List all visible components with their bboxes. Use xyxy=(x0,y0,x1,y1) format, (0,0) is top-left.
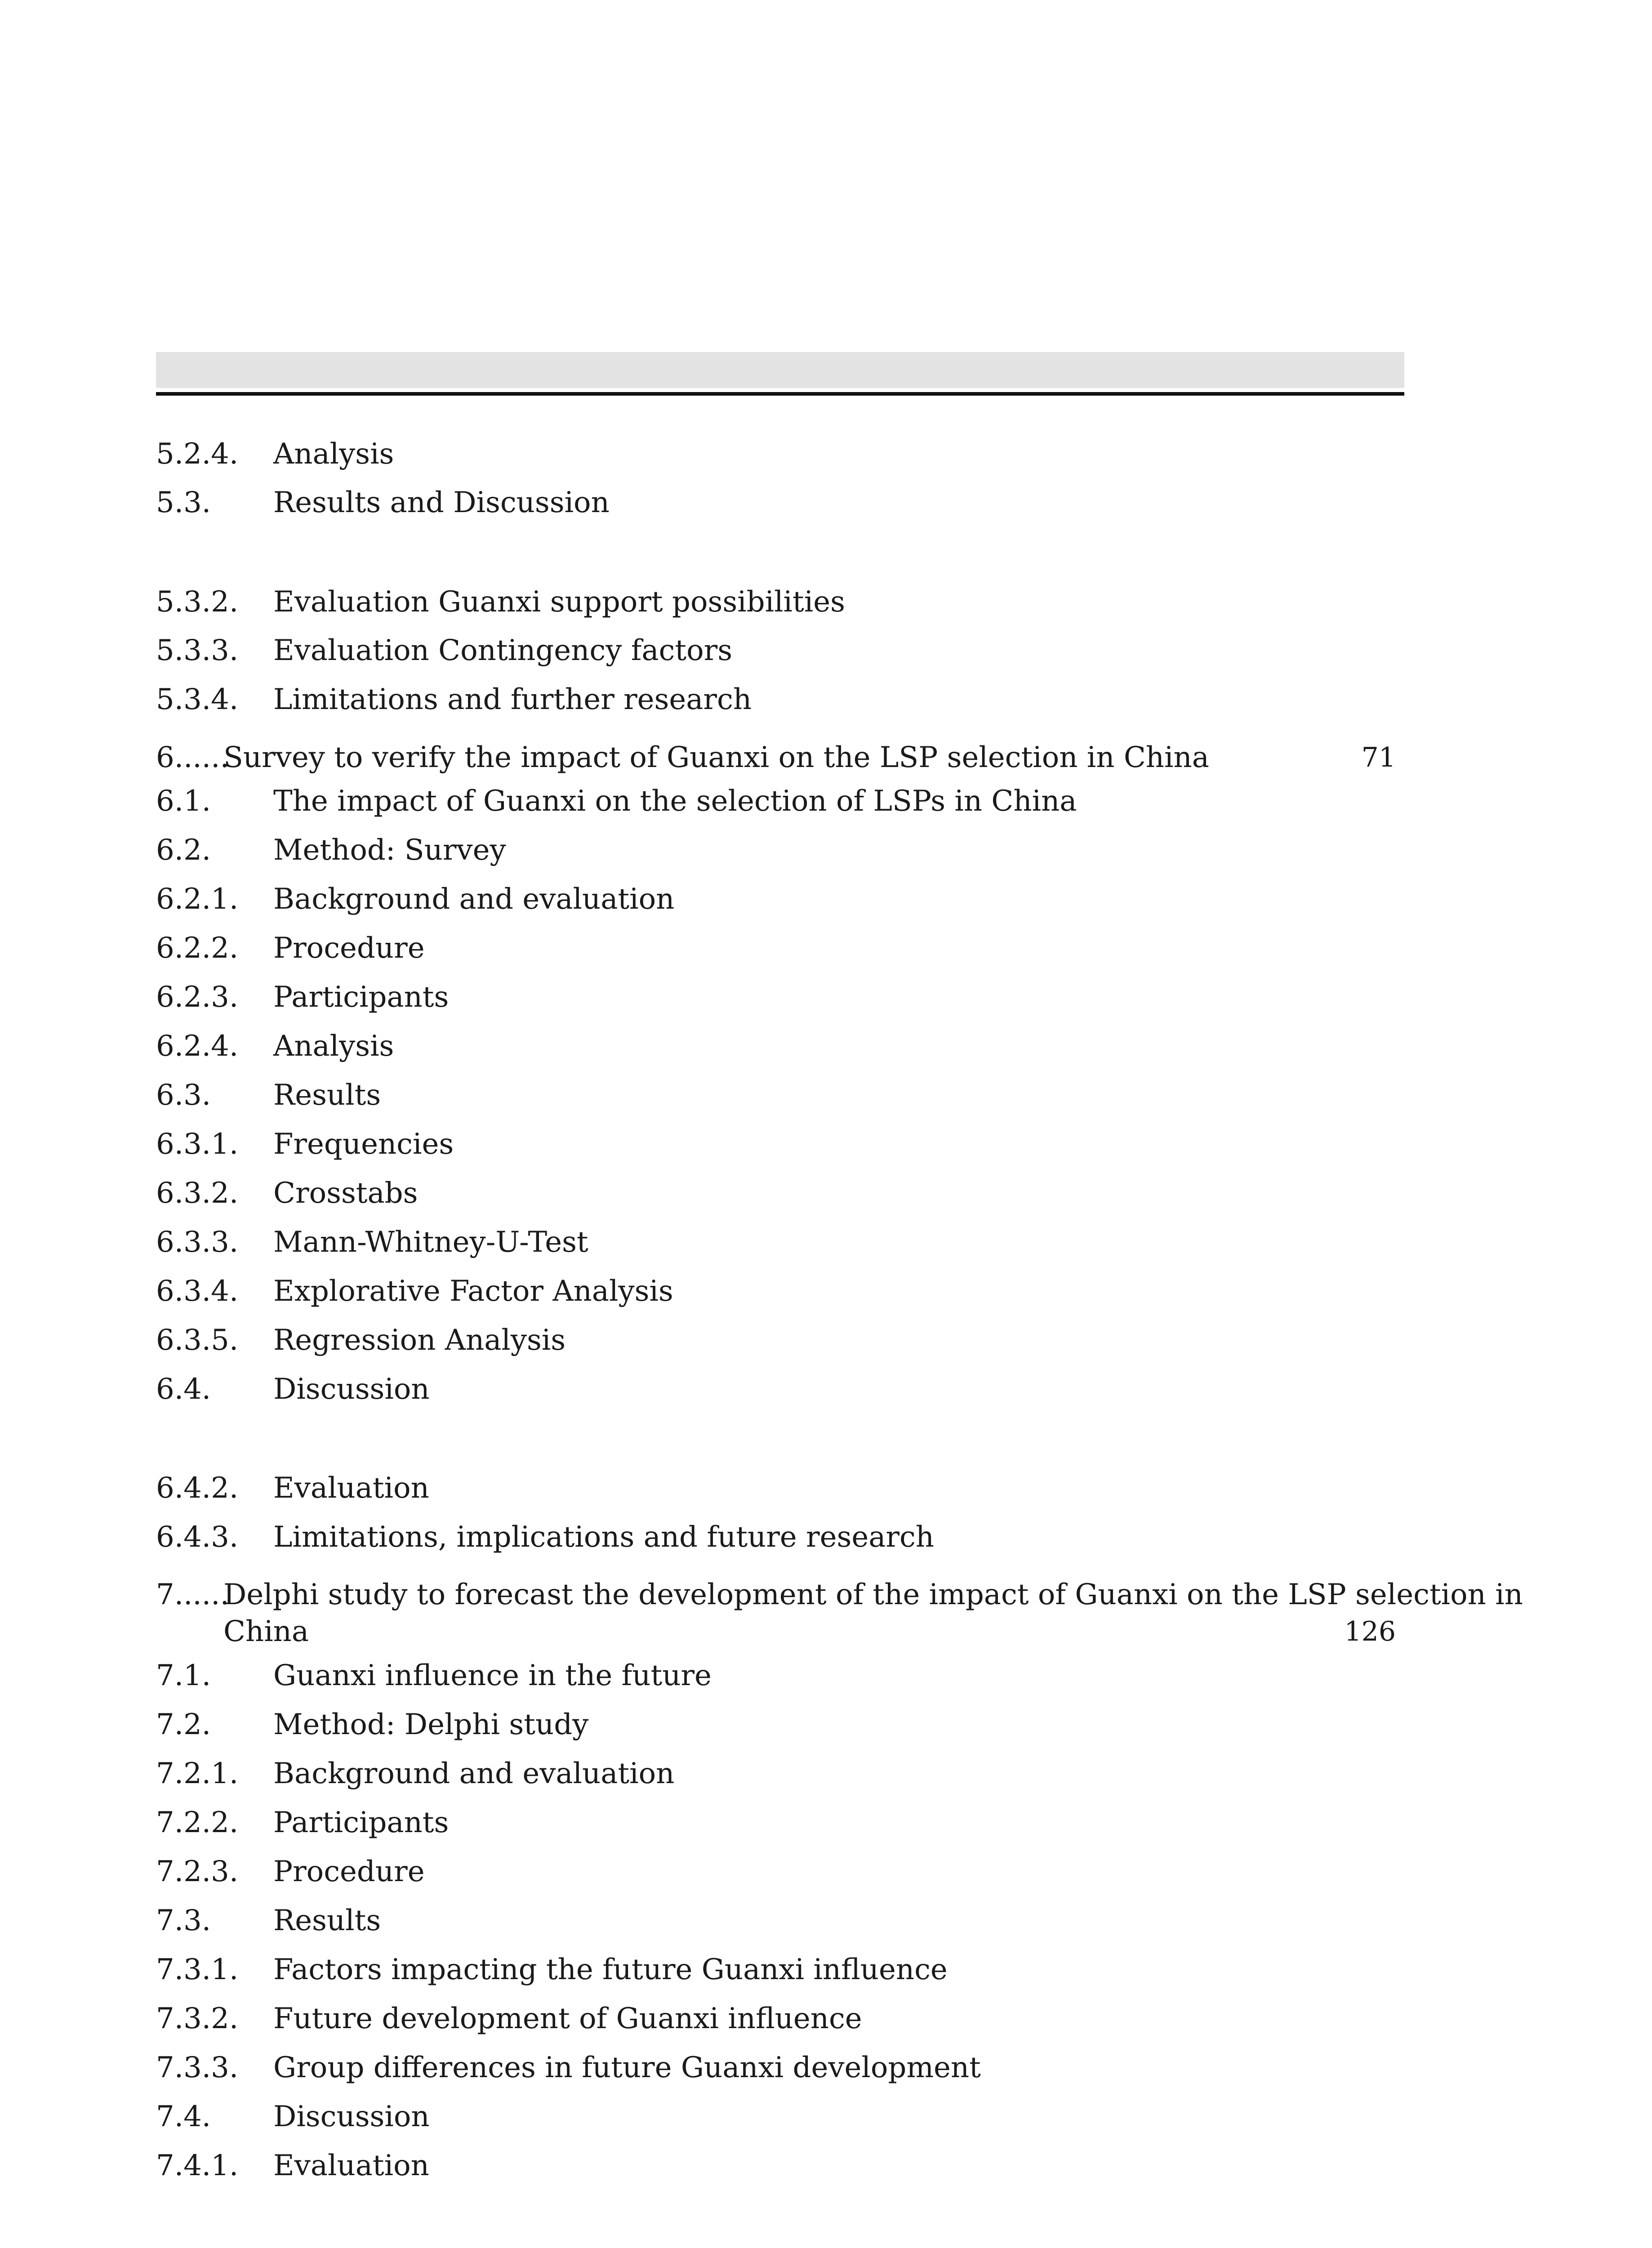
entry-number: 7.2.3. xyxy=(156,1855,239,1888)
entry-title: Future development of Guanxi influence xyxy=(273,2002,862,2035)
entry-number: 6.4.3. xyxy=(156,1521,239,1554)
entry-number: 6.2.4. xyxy=(156,1030,239,1063)
entry-title: Explorative Factor Analysis xyxy=(273,1275,673,1308)
toc-entry xyxy=(0,2143,1652,2188)
toc-entry xyxy=(0,677,1652,722)
toc-entry xyxy=(0,877,1652,922)
entry-title xyxy=(273,2242,934,2248)
toc-entry xyxy=(0,828,1652,873)
toc-entry xyxy=(0,1220,1652,1265)
toc-entry xyxy=(0,1318,1652,1363)
entry-number: 6.1. xyxy=(156,785,211,818)
entry-number: 6.3.3. xyxy=(156,1226,239,1259)
toc-entry xyxy=(0,2242,1652,2248)
toc-entry xyxy=(0,580,1652,624)
entry-title: Crosstabs xyxy=(273,1177,418,1210)
entry-title: Evaluation Guanxi support possibilities xyxy=(273,585,845,619)
entry-title: Method: Delphi study xyxy=(273,1708,589,1741)
toc-entry xyxy=(0,1898,1652,1943)
entry-title: Participants xyxy=(273,1806,449,1839)
entry-number: 6.3. xyxy=(156,1079,211,1112)
entry-title: Evaluation Contingency factors xyxy=(273,634,733,667)
toc-entry xyxy=(0,1024,1652,1069)
chapter-number: 6...... xyxy=(156,741,229,774)
entry-title: Method: Survey xyxy=(273,834,506,867)
entry-number: 6.2.3. xyxy=(156,981,239,1014)
entry-number: 7.3. xyxy=(156,1904,211,1937)
toc-entry xyxy=(0,1073,1652,1118)
entry-number: 5.3. xyxy=(156,486,211,519)
toc-entry xyxy=(0,1751,1652,1796)
toc-entry xyxy=(0,1122,1652,1167)
entry-title: Limitations and further research xyxy=(273,683,752,716)
entry-number: 6.3.2. xyxy=(156,1177,239,1210)
toc-entry xyxy=(0,926,1652,971)
entry-title: Group differences in future Guanxi development xyxy=(273,2051,981,2084)
entry-number: 5.3.2. xyxy=(156,585,239,619)
entry-title: Evaluation xyxy=(273,2149,429,2182)
entry-title: Limitations, implications and future research xyxy=(273,1521,934,1554)
toc-entry xyxy=(0,1996,1652,2041)
toc-entry xyxy=(0,1466,1652,1511)
entry-title: Analysis xyxy=(273,437,394,471)
entry-number: 7.4. xyxy=(156,2100,211,2133)
toc-entry xyxy=(0,1947,1652,1992)
entry-number: 6.2. xyxy=(156,834,211,867)
chapter-entry xyxy=(0,735,1652,780)
entry-number: 7.3.3. xyxy=(156,2051,239,2084)
entry-title: Discussion xyxy=(273,2100,430,2133)
entry-title: Results xyxy=(273,1904,381,1937)
entry-title: Analysis xyxy=(273,1030,394,1063)
chapter-title: Survey to verify the impact of Guanxi on the LSP selection in China xyxy=(223,741,1209,774)
toc-entry xyxy=(0,1367,1652,1412)
entry-number: 7.2.1. xyxy=(156,1757,239,1790)
entry-title: The impact of Guanxi on the selection of LSPs in China xyxy=(273,785,1077,818)
entry-number: 6.2.2. xyxy=(156,932,239,965)
toc-entry xyxy=(0,975,1652,1020)
entry-number: 5.3.3. xyxy=(156,634,239,667)
toc-entry xyxy=(0,1515,1652,1560)
entry-title: Background and evaluation xyxy=(273,1757,675,1790)
toc-entry xyxy=(0,628,1652,673)
chapter-number: 7...... xyxy=(156,1578,229,1611)
toc-entry xyxy=(0,2094,1652,2139)
chapter-title-continued: China xyxy=(223,1615,309,1648)
page-number: 71 xyxy=(1361,742,1396,773)
entry-title: Regression Analysis xyxy=(273,1324,566,1357)
chapter-title: Delphi study to forecast the development of the impact of Guanxi on the LSP selection in xyxy=(223,1578,1523,1611)
toc-entry xyxy=(0,432,1652,477)
entry-number: 6.3.5. xyxy=(156,1324,239,1357)
toc-entry xyxy=(0,779,1652,824)
entry-title: Discussion xyxy=(273,1373,430,1406)
toc-entry xyxy=(0,1269,1652,1314)
chapter-entry xyxy=(0,1572,1652,1662)
entry-title: Results xyxy=(273,1079,381,1112)
entry-number: 6.3.1. xyxy=(156,1128,239,1161)
toc-entry xyxy=(0,2045,1652,2090)
entry-number: 7.1. xyxy=(156,1659,211,1692)
entry-title: Procedure xyxy=(273,932,425,965)
toc-entry xyxy=(0,1653,1652,1698)
entry-number: 7.2.2. xyxy=(156,1806,239,1839)
entry-number: 6.2.1. xyxy=(156,883,239,916)
entry-title: Factors impacting the future Guanxi influence xyxy=(273,1953,948,1986)
toc-entry xyxy=(0,1849,1652,1894)
toc-entry xyxy=(0,1800,1652,1845)
entry-number: 7.3.2. xyxy=(156,2002,239,2035)
entry-number: 7.4.1. xyxy=(156,2149,239,2182)
entry-title: Frequencies xyxy=(273,1128,454,1161)
page-number: 126 xyxy=(1344,1616,1396,1647)
entry-number: 6.3.4. xyxy=(156,1275,239,1308)
entry-number: 7.3.1. xyxy=(156,1953,239,1986)
entry-number: 5.2.4. xyxy=(156,437,239,471)
entry-title: Evaluation xyxy=(273,1472,429,1505)
entry-title: Results and Discussion xyxy=(273,486,610,519)
entry-number: 7.2. xyxy=(156,1708,211,1741)
entry-title: Background and evaluation xyxy=(273,883,675,916)
toc-entry xyxy=(0,1702,1652,1747)
entry-title: Guanxi influence in the future xyxy=(273,1659,712,1692)
entry-title: Participants xyxy=(273,981,449,1014)
toc-entry xyxy=(0,1171,1652,1216)
entry-number xyxy=(156,2242,238,2248)
entry-number: 6.4. xyxy=(156,1373,211,1406)
toc-entry xyxy=(0,480,1652,525)
entry-title: Procedure xyxy=(273,1855,425,1888)
entry-number: 6.4.2. xyxy=(156,1472,239,1505)
entry-number: 5.3.4. xyxy=(156,683,239,716)
entry-title: Mann-Whitney-U-Test xyxy=(273,1226,588,1259)
